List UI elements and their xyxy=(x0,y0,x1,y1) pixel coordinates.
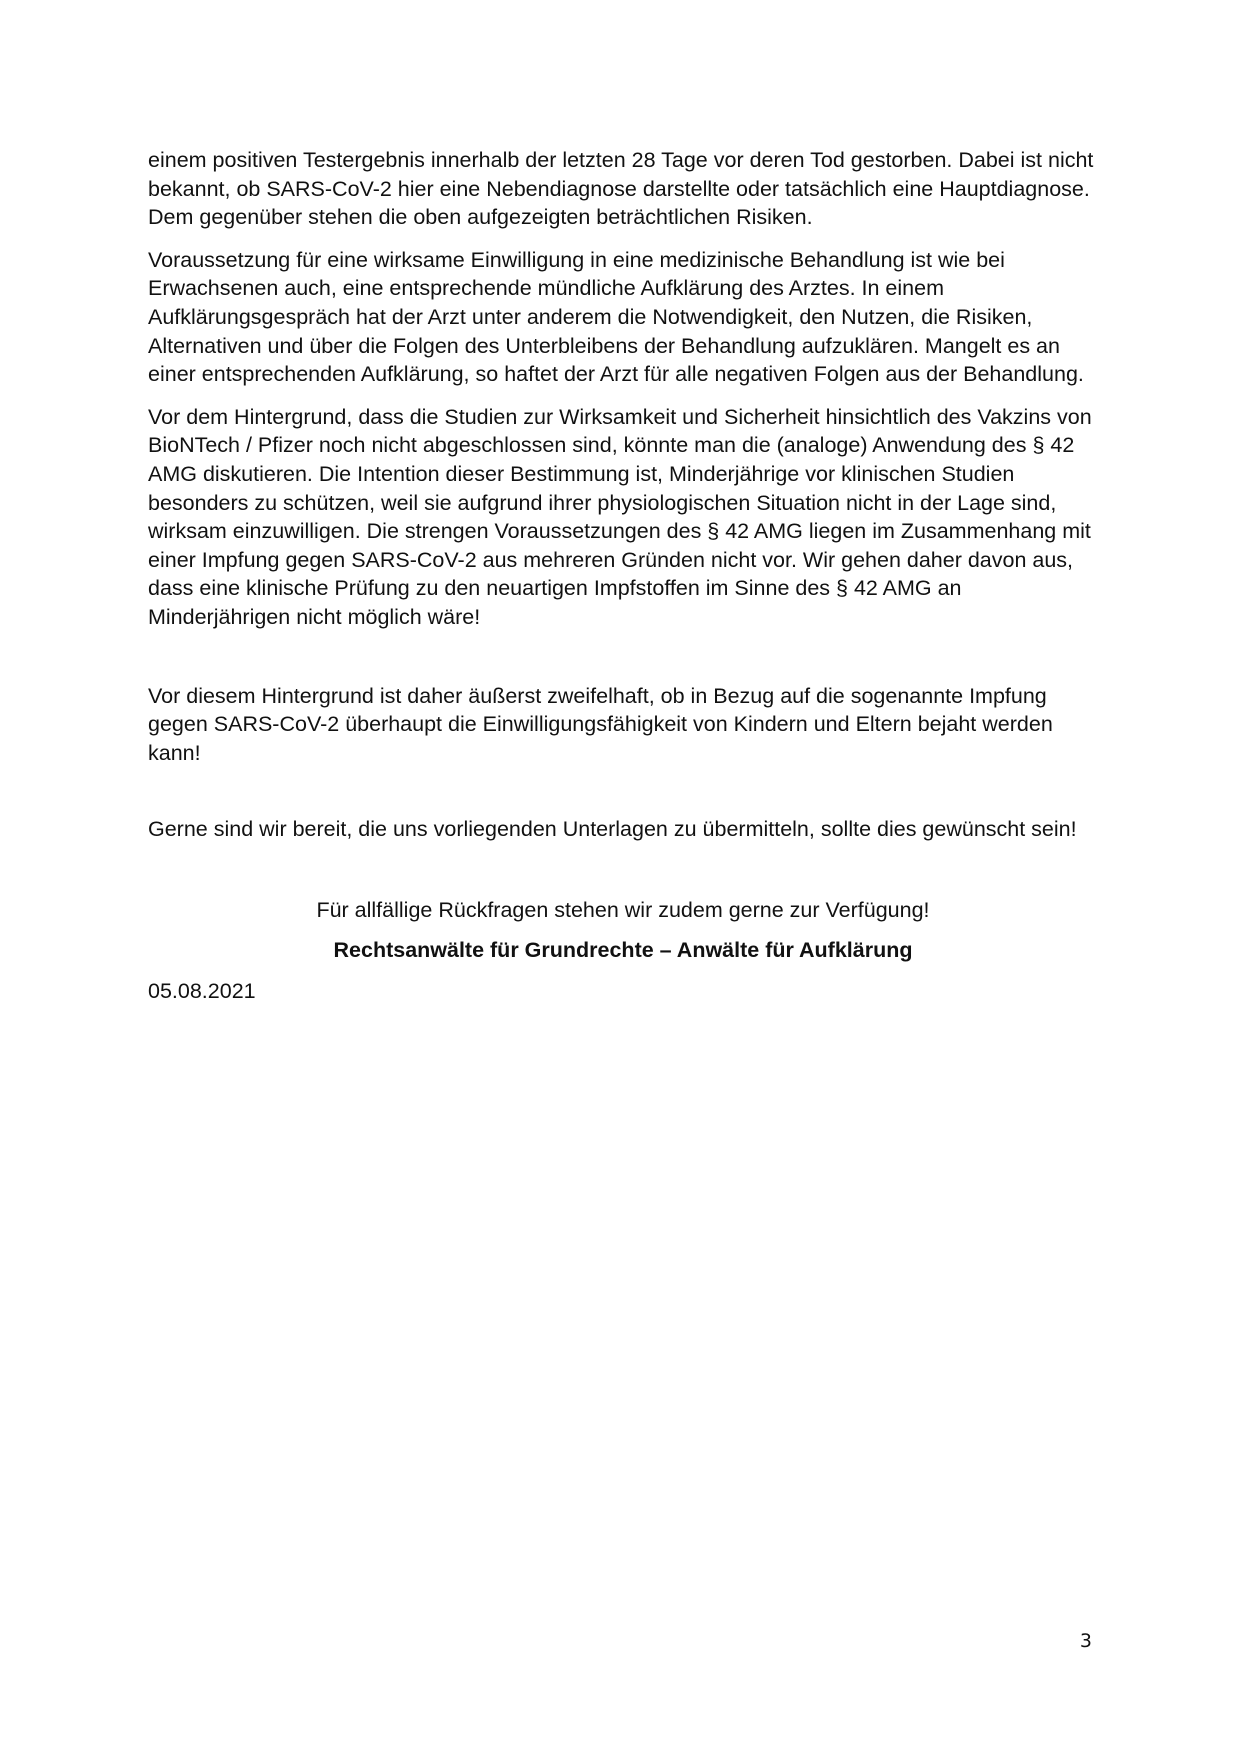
document-date: 05.08.2021 xyxy=(148,979,256,1004)
paragraph-death-statistics: einem positiven Testergebnis innerhalb der letzten 28 Tage vor deren Tod gestorben. Dabei ist nicht bekannt, ob SARS-CoV-2 hier eine Nebendiagnose darstellte oder tatsächlich eine Hauptdiagnose. Dem gegenüber stehen die oben aufgezeigten beträchtlichen Risiken. xyxy=(148,148,1094,230)
paragraph-consent-capacity: Vor diesem Hintergrund ist daher äußerst zweifelhaft, ob in Bezug auf die sogenannte Impfung gegen SARS-CoV-2 überhaupt die Einwilligungsfähigkeit von Kindern und Eltern bejaht werden kann! xyxy=(148,683,1053,765)
page-number: 3 xyxy=(1079,1630,1092,1652)
paragraph-informed-consent: Voraussetzung für eine wirksame Einwilligung in eine medizinische Behandlung ist wie bei Erwachsenen auch, eine entsprechende mündliche Aufklärung des Arztes. In einem Aufklärungsgespräch hat der Arzt unter anderem die Notwendigkeit, den Nutzen, die Risiken, Alternativen und über die Folgen des Unterbleibens der Behandlung aufzuklären. Mangelt es an einer entsprechenden Aufklärung, so haftet der Arzt für alle negativen Folgen aus der Behandlung. xyxy=(148,247,1084,387)
document-body xyxy=(148,146,1098,1006)
paragraph-amg-42: Vor dem Hintergrund, dass die Studien zur Wirksamkeit und Sicherheit hinsichtlich des Vakzins von BioNTech / Pfizer noch nicht abgeschlossen sind, könnte man die (analoge) Anwendung des § 42 AMG diskutieren. Die Intention dieser Bestimmung ist, Minderjährige vor klinischen Studien besonders zu schützen, weil sie aufgrund ihrer physiologischen Situation nicht in der Lage sind, wirksam einzuwilligen. Die strengen Voraussetzungen des § 42 AMG liegen im Zusammenhang mit einer Impfung gegen SARS-CoV-2 aus mehreren Gründen nicht vor. Wir gehen daher davon aus, dass eine klinische Prüfung zu den neuartigen Impfstoffen im Sinne des § 42 AMG an Minderjährigen nicht möglich wäre! xyxy=(148,404,1092,629)
paragraph-documents-offer: Gerne sind wir bereit, die uns vorliegenden Unterlagen zu übermitteln, sollte dies gewünscht sein! xyxy=(148,817,1077,842)
closing-line: Für allfällige Rückfragen stehen wir zudem gerne zur Verfügung! xyxy=(316,897,930,922)
signature: Rechtsanwälte für Grundrechte – Anwälte für Aufklärung xyxy=(333,938,913,963)
